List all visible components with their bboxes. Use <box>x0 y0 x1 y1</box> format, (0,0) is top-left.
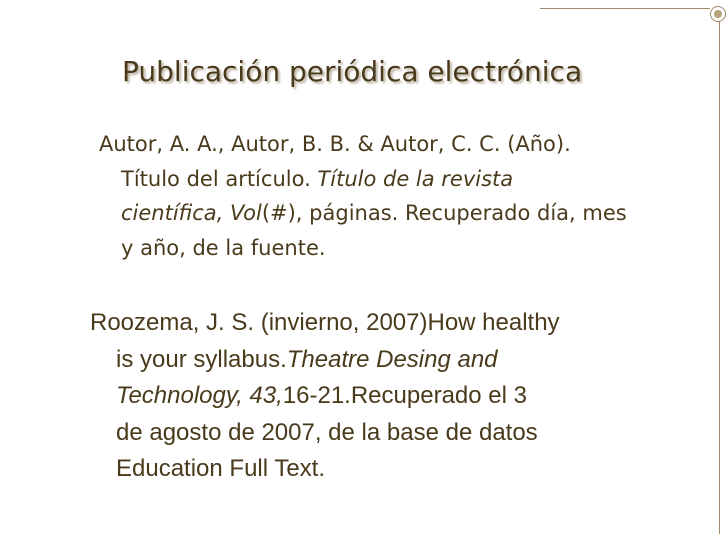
template-reference-line-1: Autor, A. A., Autor, B. B. & Autor, C. C. (Año). <box>99 132 571 156</box>
template-reference <box>99 127 727 265</box>
example-reference-line-5: Education Full Text. <box>116 455 326 482</box>
template-reference-line-2 <box>99 162 727 197</box>
example-reference <box>90 305 726 488</box>
article-title-placeholder: Título del artículo. <box>121 166 318 191</box>
template-reference-line-3 <box>99 196 727 231</box>
journal-title-placeholder: Título de la revista <box>317 166 514 191</box>
example-pages-retrieved: 16-21.Recuperado el 3 <box>282 382 527 409</box>
example-reference-line-1: Roozema, J. S. (invierno, 2007)How healthy <box>90 309 560 336</box>
template-reference-line-4: y año, de la fuente. <box>121 235 326 260</box>
journal-volume-placeholder: científica, Vol <box>121 201 262 225</box>
slide-title: Publicación periódica electrónica <box>122 55 583 88</box>
decorative-frame-top <box>540 8 710 15</box>
example-reference-line-2 <box>90 342 726 379</box>
example-journal-volume: Technology, 43, <box>116 382 283 409</box>
pages-retrieved-placeholder: (#), páginas. Recuperado día, mes <box>261 201 627 225</box>
example-journal-title: Theatre Desing and <box>286 345 498 373</box>
example-reference-line-3 <box>90 378 726 415</box>
example-reference-line-4: de agosto de 2007, de la base de datos <box>116 418 538 446</box>
example-article-title: is your syllabus. <box>116 345 287 373</box>
decorative-corner-dot <box>714 10 722 18</box>
decorative-corner-ornament <box>710 6 726 22</box>
